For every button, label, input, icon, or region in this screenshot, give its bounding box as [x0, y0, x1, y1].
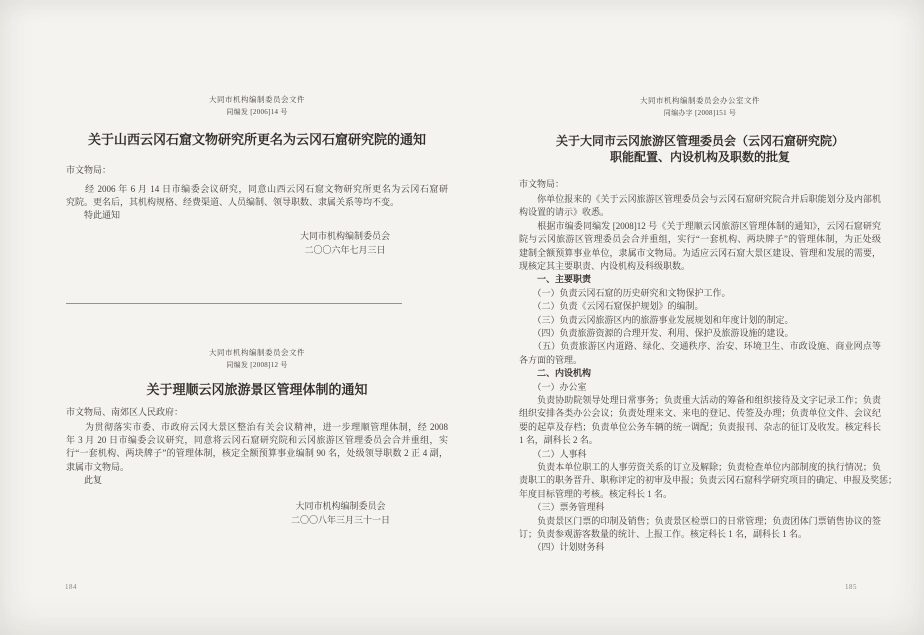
doc-title: 关于理顺云冈旅游景区管理体制的通知 — [146, 381, 368, 397]
page-number-right: 185 — [845, 583, 857, 591]
body-line: 此复 — [66, 474, 103, 485]
body-line: 你单位报来的《关于云冈旅游区管理委员会与云冈石窟研究院合并后职能划分及内部机 — [519, 193, 881, 204]
section-heading-2: 二、内设机构 — [519, 368, 592, 379]
body-line: （四）负责旅游资源的合理开发、利用、保护及旅游设施的建设。 — [519, 327, 794, 338]
right-page — [519, 90, 898, 555]
doc-number: 同编发 [2006]14 号 — [226, 108, 288, 116]
body-line: 责职工的职务晋升、职称评定的初审及申报；负责云冈石窟科学研究项目的确定、申报及奖惩； — [519, 475, 898, 486]
salutation: 市文物局、南郊区人民政府： — [66, 406, 184, 417]
salutation: 市文物局： — [519, 178, 565, 189]
signature-date: 二〇〇八年三月三十一日 — [290, 514, 390, 525]
signature-block — [291, 500, 390, 527]
body-line: 根据市编委同编发 [2008]12 号《关于理顺云冈旅游区管理体制的通知》，云冈石窟研究 — [519, 220, 881, 231]
left-page — [66, 90, 448, 527]
body-line: 负责协助院领导处理日常事务；负责重大活动的筹备和组织接待及文字记录工作；负责 — [519, 395, 881, 405]
page-number-left: 184 — [65, 583, 77, 591]
doc-body — [519, 193, 898, 555]
doc-number: 同编办字 [2008]151 号 — [663, 109, 737, 117]
doc-body — [66, 421, 448, 487]
body-line: （一）办公室 — [519, 381, 587, 392]
doc-header-org: 大同市机构编制委员会文件 — [209, 348, 305, 358]
body-line: （二）负责《云冈石窟保护规划》的编制。 — [519, 301, 704, 312]
body-line: 要的起草及存档；负责单位公务车辆的统一调配；负责报刊、杂志的征订及收发。核定科长 — [519, 421, 881, 432]
body-line: 负责景区门票的印制及销售；负责景区检票口的日常管理；负责团体门票销售协议的签 — [519, 515, 881, 526]
body-line: （五）负责旅游区内道路、绿化、交通秩序、治安、环境卫生、市政设施、商业网点等 — [519, 341, 881, 352]
body-line: 年 3 月 20 日市编委会议研究，同意将云冈石窟研究院和云冈旅游区管理委员会合并重组，实 — [66, 435, 448, 446]
body-line: 建制全额预算事业单位，隶属市文物局。为适应云冈石窟大景区建设、管理和发展的需要， — [519, 247, 881, 258]
divider — [66, 303, 402, 304]
right-doc — [519, 95, 898, 555]
salutation: 市文物局： — [66, 164, 112, 175]
body-line: 行“一套机构、两块牌子”的管理体制，核定全额预算事业编制 90 名，处级领导职数 2 正 4 副， — [66, 448, 448, 459]
body-line: 各方面的管理。 — [519, 354, 583, 365]
body-line: 年度目标管理的考核。核定科长 1 名。 — [519, 488, 673, 499]
doc-body — [66, 183, 448, 223]
doc-title-line2: 职能配置、内设机构及职数的批复 — [609, 150, 790, 164]
body-line: （三）票务管理科 — [519, 502, 605, 513]
body-line: 现核定其主要职责、内设机构及科级职数。 — [519, 260, 691, 271]
signature-block — [300, 230, 390, 257]
body-line: （一）负责云冈石窟的历史研究和文物保护工作。 — [519, 287, 731, 298]
body-line: 为贯彻落实市委、市政府云冈大景区整治有关会议精神，进一步理顺管理体制，经 2008 — [66, 422, 448, 433]
body-line: 负责本单位职工的人事劳资关系的订立及解除；负责检查单位内部制度的执行情况；负 — [519, 462, 881, 473]
body-line: 院与云冈旅游区管理委员会合并重组，实行“一套机构、两块牌子”的管理体制，为正处级 — [519, 234, 881, 245]
doc-header-org: 大同市机构编制委员会办公室文件 — [640, 96, 760, 105]
body-line: 订；负责参观游客数量的统计、上报工作。核定科长 1 名，副科长 1 名。 — [519, 529, 808, 540]
body-line: （四）计划财务科 — [519, 542, 605, 553]
body-line: （三）负责云冈旅游区内的旅游事业发展规划和年度计划的制定。 — [519, 314, 794, 325]
doc-title: 关于山西云冈石窟文物研究所更名为云冈石窟研究院的通知 — [87, 131, 426, 147]
body-line: 经 2006 年 6 月 14 日市编委会议研究，同意山西云冈石窟文物研究所更名为云冈石窟研 — [66, 183, 448, 194]
body-line: 1 名，副科长 2 名。 — [519, 435, 598, 446]
body-line: 究院。更名后，其机构规格、经费渠道、人员编制、领导职数、隶属关系等均不变。 — [66, 196, 400, 207]
doc-title — [519, 133, 881, 166]
signature-name: 大同市机构编制委员会 — [299, 231, 390, 242]
left-doc2 — [66, 347, 448, 527]
body-line: （二）人事科 — [519, 448, 587, 459]
section-heading-1: 一、主要职责 — [519, 274, 592, 285]
doc-number: 同编发 [2008]12 号 — [226, 361, 288, 370]
doc-title-line1: 关于大同市云冈旅游区管理委员会（云冈石窟研究院） — [555, 133, 844, 148]
signature-name: 大同市机构编制委员会 — [295, 501, 386, 512]
body-line: 特此通知 — [66, 210, 121, 221]
body-line: 构设置的请示》收悉。 — [519, 207, 610, 218]
signature-date: 二〇〇六年七月三日 — [304, 244, 386, 255]
body-line: 组织安排各类办公会议；负责处理来文、来电的登记、传签及办理；负责单位文件、会议纪 — [519, 408, 881, 419]
doc-header-org: 大同市机构编制委员会文件 — [209, 95, 305, 104]
left-doc1 — [66, 94, 448, 257]
body-line: 隶属市文物局。 — [66, 461, 130, 472]
